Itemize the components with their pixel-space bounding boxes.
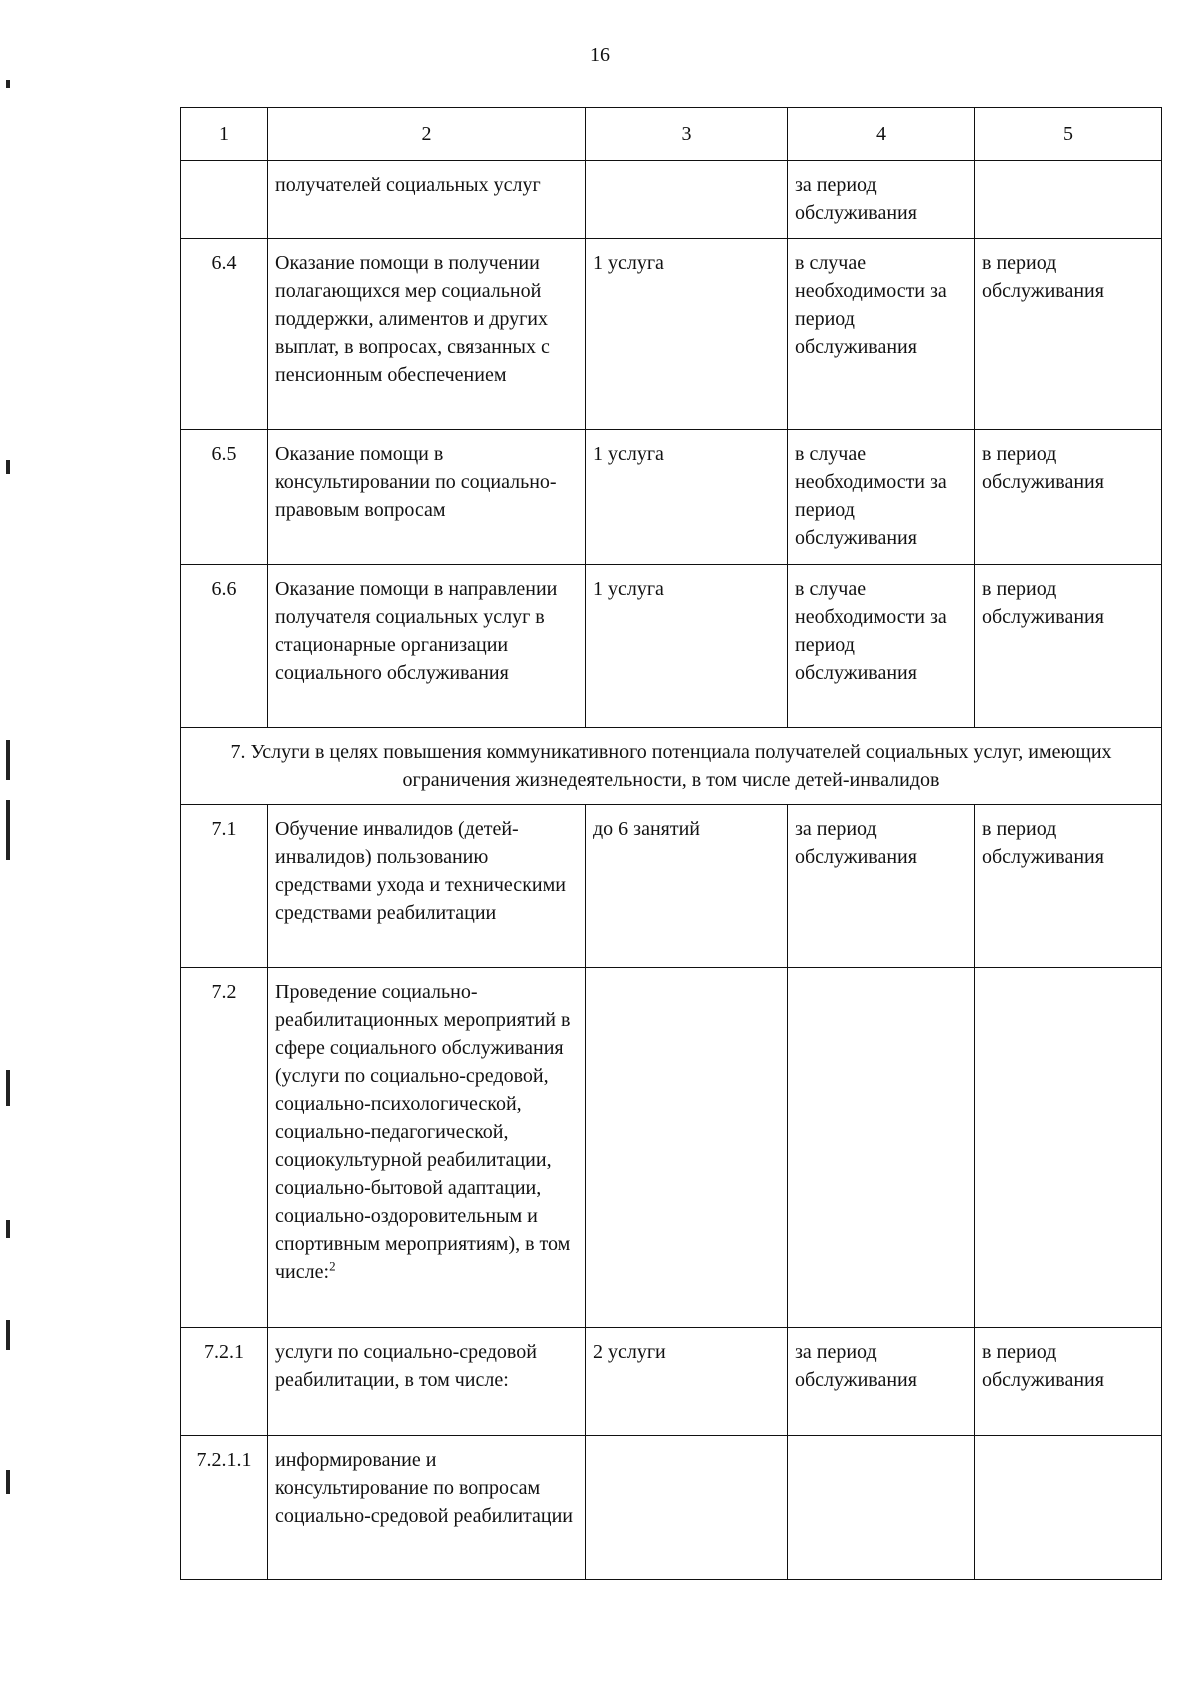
page-number: 16 <box>590 44 610 66</box>
table-row <box>181 805 1162 968</box>
service-frequency: за период обслуживания <box>788 805 975 968</box>
row-number: 7.2.1 <box>181 1328 268 1436</box>
service-name: Оказание помощи в получении полагающихся мер социальной поддержки, алиментов и других выплат, в вопросах, связанных с пенсионным обеспечением <box>268 239 586 430</box>
service-frequency: в случае необходимости за период обслуживания <box>788 565 975 728</box>
services-table <box>180 107 1162 1580</box>
section-row <box>181 728 1162 805</box>
row-number: 6.5 <box>181 430 268 565</box>
service-term: в период обслуживания <box>975 565 1162 728</box>
service-volume: до 6 занятий <box>586 805 788 968</box>
service-name: Оказание помощи в направлении получателя социальных услуг в стационарные организации социального обслуживания <box>268 565 586 728</box>
service-volume <box>586 968 788 1328</box>
service-term <box>975 1436 1162 1580</box>
row-number <box>181 161 268 239</box>
service-volume: 1 услуга <box>586 239 788 430</box>
service-frequency: в случае необходимости за период обслуживания <box>788 239 975 430</box>
footnote-mark: 2 <box>329 1258 336 1274</box>
service-name: информирование и консультирование по вопросам социально-средовой реабилитации <box>268 1436 586 1580</box>
service-term <box>975 161 1162 239</box>
header-cell-4: 4 <box>788 108 975 161</box>
table-row <box>181 565 1162 728</box>
service-volume: 1 услуга <box>586 430 788 565</box>
header-cell-1: 1 <box>181 108 268 161</box>
service-name: Проведение социально-реабилитационных мероприятий в сфере социального обслуживания (услуги по социально-средовой, социально-психологической, социально-педагогической, социокультурной реабилитации, социально-бытовой адаптации, социально-оздоровительным и спортивным мероприятиям), в том числе: <box>275 981 571 1283</box>
row-number: 6.6 <box>181 565 268 728</box>
row-number: 7.1 <box>181 805 268 968</box>
header-cell-3: 3 <box>586 108 788 161</box>
table-row <box>181 239 1162 430</box>
service-frequency <box>788 968 975 1328</box>
service-volume: 1 услуга <box>586 565 788 728</box>
row-number: 7.2.1.1 <box>181 1436 268 1580</box>
table-row <box>181 968 1162 1328</box>
service-volume <box>586 1436 788 1580</box>
service-name: услуги по социально-средовой реабилитации, в том числе: <box>268 1328 586 1436</box>
service-name-cell <box>268 968 586 1328</box>
table-row <box>181 1436 1162 1580</box>
header-cell-5: 5 <box>975 108 1162 161</box>
row-number: 7.2 <box>181 968 268 1328</box>
service-name: Оказание помощи в консультировании по социально-правовым вопросам <box>268 430 586 565</box>
service-name: получателей социальных услуг <box>268 161 586 239</box>
row-number: 6.4 <box>181 239 268 430</box>
table-row <box>181 161 1162 239</box>
service-term: в период обслуживания <box>975 805 1162 968</box>
service-frequency <box>788 1436 975 1580</box>
service-volume <box>586 161 788 239</box>
header-cell-2: 2 <box>268 108 586 161</box>
service-term: в период обслуживания <box>975 1328 1162 1436</box>
table-row <box>181 430 1162 565</box>
header-row <box>181 108 1162 161</box>
service-term <box>975 968 1162 1328</box>
service-frequency: в случае необходимости за период обслуживания <box>788 430 975 565</box>
table-row <box>181 1328 1162 1436</box>
service-term: в период обслуживания <box>975 239 1162 430</box>
service-frequency: за период обслуживания <box>788 1328 975 1436</box>
service-volume: 2 услуги <box>586 1328 788 1436</box>
service-name: Обучение инвалидов (детей-инвалидов) пользованию средствами ухода и техническими средствами реабилитации <box>268 805 586 968</box>
scan-edge-marks <box>6 80 12 1680</box>
service-term: в период обслуживания <box>975 430 1162 565</box>
service-frequency: за период обслуживания <box>788 161 975 239</box>
section-heading: 7. Услуги в целях повышения коммуникативного потенциала получателей социальных услуг, имеющих ограничения жизнедеятельности, в том числе детей-инвалидов <box>181 728 1162 805</box>
